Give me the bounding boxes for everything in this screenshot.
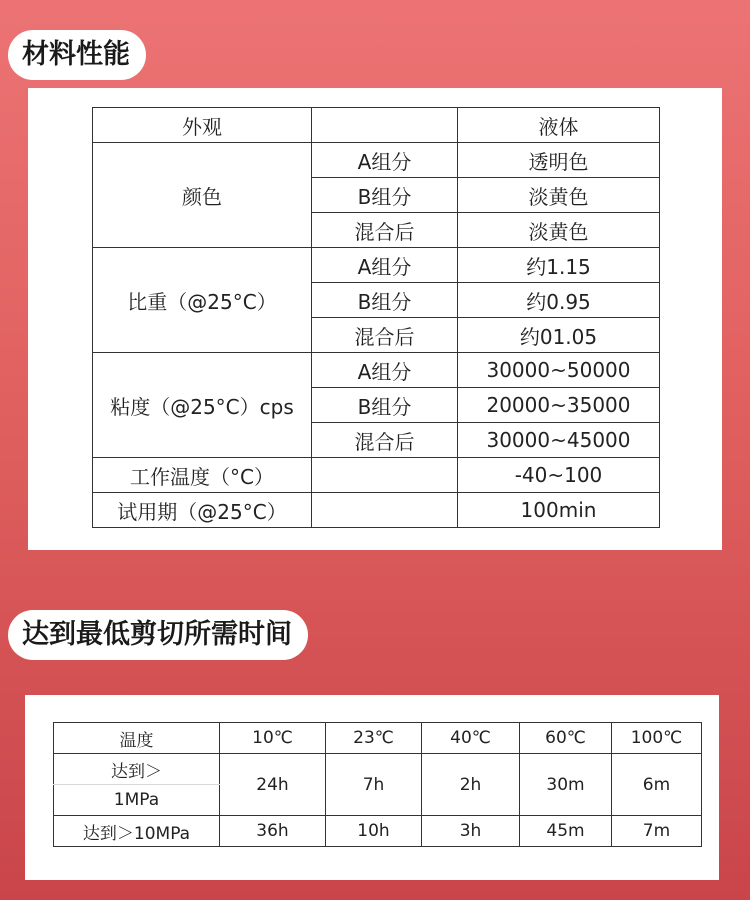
temperature-60-header: 60℃ [520,723,612,754]
value-cell: 2h [422,754,520,816]
table-row [93,493,660,528]
working-temperature-label: 工作温度（°C） [93,458,312,493]
empty-cell [312,458,458,493]
appearance-sub [312,108,458,143]
temperature-40-header: 40℃ [422,723,520,754]
component-cell: B组分 [312,283,458,318]
appearance-value: 液体 [458,108,660,143]
table-row [93,108,660,143]
value-cell: 7h [326,754,422,816]
value-cell: 3h [422,816,520,847]
value-cell: 6m [612,754,702,816]
component-cell: A组分 [312,143,458,178]
value-cell: 7m [612,816,702,847]
value-cell: 24h [220,754,326,816]
shear-time-table [53,722,702,847]
table-row [93,353,660,388]
component-cell: 混合后 [312,423,458,458]
appearance-label: 外观 [93,108,312,143]
shear-time-panel [25,695,719,880]
section-title-min-shear-time: 达到最低剪切所需时间 [8,610,308,660]
value-cell: 30000~50000 [458,353,660,388]
working-temperature-value: -40~100 [458,458,660,493]
specific-gravity-label: 比重（@25°C） [93,248,312,353]
component-cell: 混合后 [312,213,458,248]
value-cell: 30000~45000 [458,423,660,458]
row-1mpa-label-line1: 达到＞ [54,754,220,785]
row-10mpa-label: 达到＞10MPa [54,816,220,847]
value-cell: 透明色 [458,143,660,178]
temperature-header: 温度 [54,723,220,754]
empty-cell [312,493,458,528]
value-cell: 约1.15 [458,248,660,283]
material-properties-panel [28,88,722,550]
value-cell: 30m [520,754,612,816]
temperature-100-header: 100℃ [612,723,702,754]
table-row [54,816,702,847]
value-cell: 10h [326,816,422,847]
component-cell: B组分 [312,388,458,423]
value-cell: 约01.05 [458,318,660,353]
pot-life-label: 试用期（@25°C） [93,493,312,528]
value-cell: 淡黄色 [458,178,660,213]
section-title-material-properties: 材料性能 [8,30,146,80]
value-cell: 36h [220,816,326,847]
value-cell: 约0.95 [458,283,660,318]
color-label: 颜色 [93,143,312,248]
row-1mpa-label-line2: 1MPa [54,785,220,816]
table-row [93,248,660,283]
pot-life-value: 100min [458,493,660,528]
viscosity-label: 粘度（@25°C）cps [93,353,312,458]
component-cell: 混合后 [312,318,458,353]
material-properties-table [92,107,660,528]
table-row [93,143,660,178]
component-cell: B组分 [312,178,458,213]
table-row [54,723,702,754]
component-cell: A组分 [312,248,458,283]
temperature-10-header: 10℃ [220,723,326,754]
table-row [93,458,660,493]
value-cell: 淡黄色 [458,213,660,248]
component-cell: A组分 [312,353,458,388]
value-cell: 45m [520,816,612,847]
temperature-23-header: 23℃ [326,723,422,754]
table-row [54,754,702,785]
value-cell: 20000~35000 [458,388,660,423]
